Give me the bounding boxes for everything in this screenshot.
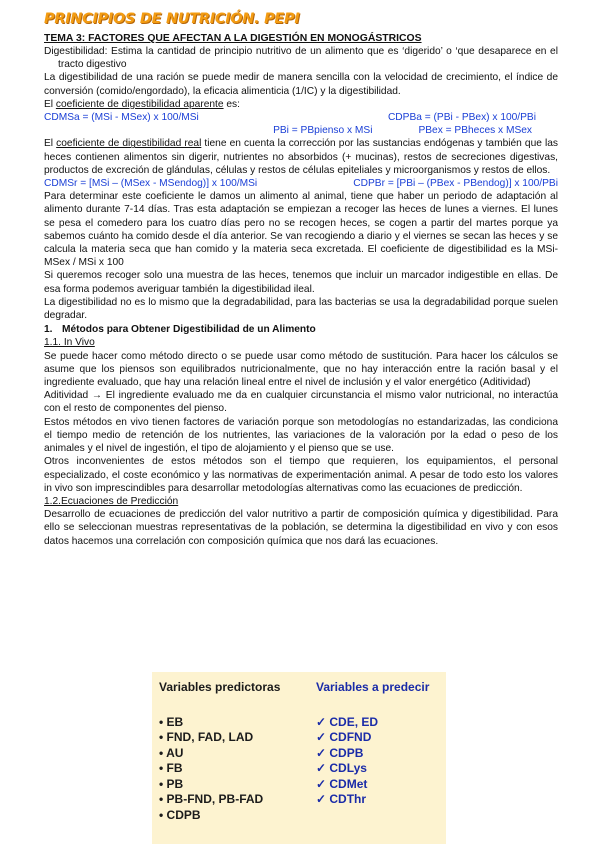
predicted-item: ✓ CDPB: [316, 745, 364, 760]
paragraph-procedimiento: Para determinar este coeficiente le damos un alimento al animal, tiene que haber un periodo de adaptación al alimento durante 7-14 días. Tras esta adaptación se empiezan a recoger las heces de lunes a viernes. El lunes se pesa el comedero para los cuatro días pero no se recogen heces, se cogen a partir del martes porque ya sabemos cuánto ha comido desde el día anterior. Se van recogiendo a diario y el viernes se secan las heces y se calcula la materia seca que han comido y la materia seca excretada. El coeficiente de digestibilidad es la MSi-MSex / MSi x 100: [44, 191, 558, 269]
formula-row-aparente: [44, 111, 558, 124]
predicted-variables-header: Variables a predecir: [316, 680, 430, 694]
document-page: [44, 10, 558, 548]
predicted-item: ✓ CDThr: [316, 792, 367, 806]
paragraph-marcador: Si queremos recoger solo una muestra de las heces, tenemos que incluir un marcador indigestible en ellas. De esa forma podemos averiguar también la digestibilidad ileal.: [44, 270, 558, 295]
formula-row-real: [44, 177, 558, 190]
paragraph-degradabilidad: La digestibilidad no es lo mismo que la degradabilidad, para las bacterias se usa la degradabilidad porque suelen degradar.: [44, 296, 558, 322]
paragraph-aditividad: Aditividad → El ingrediente evaluado me da en cualquier circunstancia el mismo valor nutricional, no interactúa con el resto de componentes del pienso.: [44, 390, 558, 415]
paragraph-in-vivo: Se puede hacer como método directo o se puede usar como método de sustitución. Para hacer los cálculos se asume que los piensos son equilibrados nutricionalmente, que no hay interacción entre la ración basal y el ingrediente evaluado, que hay una relación lineal entre el nivel de inclusión y el valor energético (Aditividad): [44, 350, 558, 389]
paragraph-variacion: Estos métodos en vivo tienen factores de variación porque son metodologías no estandarizadas, las condiciona el tiempo medio de retención de los nutrientes, las variaciones de la valoración por la edad o peso de los animales y el nivel de ingestión, el tipo de alojamiento y el pienso que se use.: [44, 416, 558, 455]
predictor-item: • EB: [159, 714, 184, 729]
predictor-variables-header: Variables predictoras: [159, 680, 281, 694]
formula-cdmsa: CDMSa = (MSi - MSex) x 100/MSi: [44, 112, 199, 124]
formula-row-definitions: [44, 124, 558, 137]
formula-cdpba: CDPBa = (PBi - PBex) x 100/PBi: [387, 112, 536, 124]
predictor-item: • FND, FAD, LAD: [159, 730, 254, 744]
subsection-ecuaciones: 1.2.Ecuaciones de Predicción: [44, 495, 179, 507]
formula-cdpbr: CDPBr = [PBi – (PBex - PBendog)] x 100/PBi: [353, 178, 558, 190]
paragraph-ecuaciones: Desarrollo de ecuaciones de predicción del valor nutritivo a partir de composición química y digestibilidad. Para ello se seleccionan muestras representativas de la población, se determina la digestibilidad en vivo y con esos datos hacemos una correlación con composición química que nos dará las ecuaciones.: [44, 509, 558, 547]
predictor-item: • PB-FND, PB-FAD: [159, 792, 264, 806]
predicted-item: ✓ CDE, ED: [316, 714, 379, 729]
predictor-item: • CDPB: [159, 807, 201, 822]
predicted-variables-column: [316, 680, 429, 808]
formula-cdmsr: CDMSr = [MSi – (MSex - MSendog)] x 100/MSi: [44, 178, 258, 190]
topic-title: TEMA 3: FACTORES QUE AFECTAN A LA DIGESTIÓN EN MONOGÁSTRICOS: [44, 33, 422, 44]
formula-pbex: PBex = PBheces x MSex: [418, 125, 532, 137]
predictor-item: • FB: [159, 761, 183, 775]
variables-table: [152, 672, 446, 844]
formula-pbi: PBi = PBpienso x MSi: [273, 125, 373, 137]
predictor-variables-column: [159, 680, 280, 823]
predictor-item: • AU: [159, 745, 184, 760]
predicted-item: ✓ CDMet: [316, 776, 368, 791]
predictor-item: • PB: [159, 776, 184, 791]
paragraph-racion: La digestibilidad de una ración se puede medir de manera sencilla con la velocidad de crecimiento, el índice de conversión (comido/engordado), la eficacia alimenticia (1/IC) y la digestibilidad.: [44, 72, 558, 97]
paragraph-digestibilidad: Digestibilidad: Estima la cantidad de principio nutritivo de un alimento que es ‘digerido’ o ‘que desaparece en el tracto digestivo: [44, 46, 558, 71]
predicted-item: ✓ CDLys: [316, 761, 367, 775]
predicted-item: ✓ CDFND: [316, 730, 372, 744]
document-header: PRINCIPIOS DE NUTRICIÓN. PEPI: [44, 11, 300, 27]
paragraph-coef-aparente: El coeficiente de digestibilidad aparente es:: [44, 98, 240, 110]
paragraph-inconvenientes: Otros inconvenientes de estos métodos son el tiempo que requieren, los equipamientos, el personal especializado, el coste económico y las normativas de experimentación animal. A pesar de todo esto los valores in vivo son imprescindibles para desarrollar metodologías alternativas como las ecuaciones de predicción.: [44, 456, 558, 494]
section-heading-metodos: 1. Métodos para Obtener Digestibilidad de un Alimento: [44, 324, 316, 336]
subsection-in-vivo: 1.1. In Vivo: [44, 337, 95, 349]
paragraph-coef-real: El coeficiente de digestibilidad real tiene en cuenta la corrección por las sustancias endógenas y también que las heces contienen alimentos sin digerir, nutrientes no absorbidos (+ mucinas), restos de secreciones digestivas, productos de excreción de glándulas, células y restos de células epiteliales y microorganismos y restos de ellos.: [44, 138, 559, 176]
